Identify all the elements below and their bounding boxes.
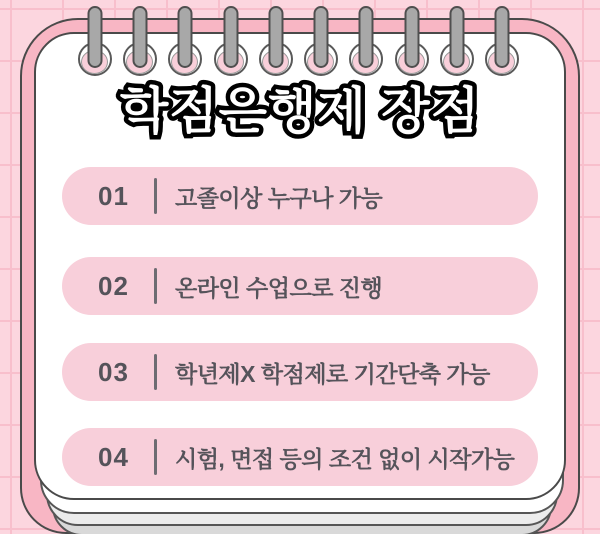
item-number: 04: [98, 441, 129, 472]
spiral-ring-icon: [168, 42, 202, 76]
ring-wire: [359, 6, 374, 68]
page-title: 학점은행제 장점: [120, 83, 480, 139]
ring-wire: [449, 6, 464, 68]
item-label: 학년제X 학점제로 기간단축 가능: [175, 360, 490, 387]
spiral-ring-icon: [123, 42, 157, 76]
spiral-ring-icon: [214, 42, 248, 76]
item-label: 온라인 수업으로 진행: [175, 274, 383, 301]
advantage-item-1: [62, 167, 538, 225]
ring-wire: [495, 6, 510, 68]
advantage-item-3: [62, 343, 538, 401]
ring-wire: [404, 6, 419, 68]
item-number: 03: [98, 356, 129, 387]
ring-wire: [178, 6, 193, 68]
spiral-ring-icon: [304, 42, 338, 76]
spiral-ring-icon: [485, 42, 519, 76]
item-label: 시험, 면접 등의 조건 없이 시작가능: [175, 445, 515, 472]
item-number: 01: [98, 180, 129, 211]
spiral-binding: [0, 0, 600, 90]
spiral-ring-icon: [395, 42, 429, 76]
spiral-ring-icon: [440, 42, 474, 76]
spiral-ring-icon: [78, 42, 112, 76]
advantage-item-4: [62, 428, 538, 486]
item-divider: [154, 439, 157, 475]
ring-wire: [88, 6, 103, 68]
item-number: 02: [98, 270, 129, 301]
ring-wire: [314, 6, 329, 68]
ring-wire: [223, 6, 238, 68]
item-divider: [154, 268, 157, 304]
advantage-item-2: [62, 257, 538, 315]
ring-wire: [268, 6, 283, 68]
item-divider: [154, 354, 157, 390]
item-label: 고졸이상 누구나 가능: [175, 184, 383, 211]
item-divider: [154, 178, 157, 214]
spiral-ring-icon: [259, 42, 293, 76]
ring-wire: [133, 6, 148, 68]
spiral-ring-icon: [349, 42, 383, 76]
